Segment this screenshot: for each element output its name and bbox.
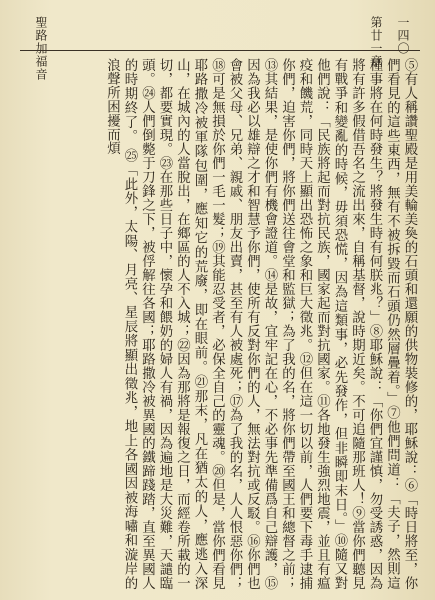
book-title: 聖路加福音	[34, 16, 48, 81]
paragraph: ⑤有人稱讚聖殿是用美輪美奐的石頭和還願的供物裝修的，耶穌說：⑥「時日將至，你們看見的這些東西，無有不被拆毀而石頭仍然層疊着。」⑦他們問道：「夫子，然則這種事將在何時發生？將發生時有何朕兆？」⑧耶穌說：「你們宜謹慎，勿受誘惑，因為將有許多假借吾名之流出來，自稱基督，說時期近矣。不可追隨那班人！⑨當你們聽見有戰爭和變亂的時候，毋須恐慌，因為這類事，必先發作，但非瞬即末日。」⑩隨又對他們說：「民族將起而對抗民族，國家起而對抗國家。⑪各地發生強烈地震，並且有瘟疫和饑荒，同時天上顯出恐怖之象和巨大徵兆。⑫但在這一切以前，人們要下毒手逮捕你們，迫害你們，將你們送往會堂和監獄；為了我的名，將你們帶至國王和總督之前；⑬其結果，是使你們有機會證道。⑭是故，宜牢記在心，不必事先準備爲自己辯護，⑮因為我必以雄辯之才和智慧予你們，使所有反對你們的人，無法對抗或反駁。⑯你們也會被父母、兄弟、親戚、朋友出賣，甚至有人被處死；⑰為了我的名，人人恨惡你們；⑱可是無損於你們一毛一髮；⑲其能忍受者，必保全自己的靈魂。⑳但是，當你們看見耶路撒冷被軍隊包圍，應知它的荒廢，即在眼前。㉑那末，凡在猶太的人，應逃入深山，在城內的人當脫出，在鄉區的人不入城；㉒因為那將是報復之日，而經卷所載的一切，都要實現。㉓在那些日子中，懷孕和餵奶的婦人有禍，因為遍地是大災難，天譴臨頭。㉔人們倒斃于刀鋒之下，被俘解往各國；耶路撒冷被異國的鐵蹄踐踏，直至異國人的時期終了。	[122, 58, 417, 590]
page-number: 一四〇	[396, 16, 410, 55]
scripture-body	[22, 58, 418, 590]
header-divider	[20, 50, 420, 51]
chapter-heading: 第廿一章	[369, 16, 383, 68]
paragraph: ㉕「此外，太陽、月亮、星辰將顯出徵兆，地上各國因被海嘯和漩岸的浪聲所困擾而煩	[104, 58, 137, 590]
